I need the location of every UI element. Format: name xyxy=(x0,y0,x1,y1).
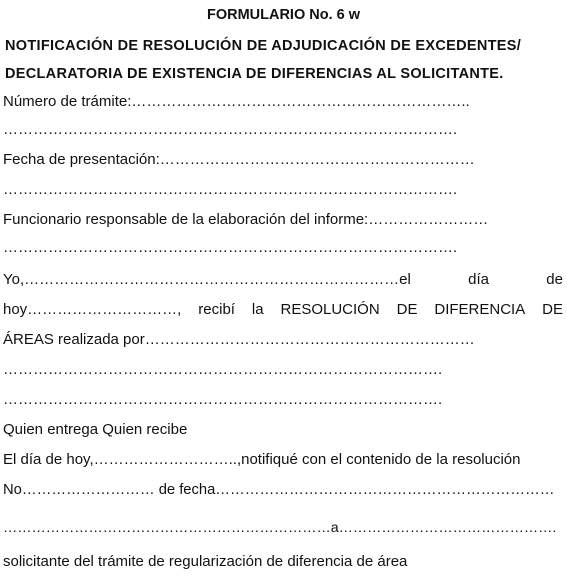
tramite-field[interactable]: Número de trámite:………………………………………………………….. xyxy=(3,93,470,110)
heading-line-1: NOTIFICACIÓN DE RESOLUCIÓN DE ADJUDICACIÓN DE EXCEDENTES/ xyxy=(5,38,522,54)
hoy-diferencia-word: DIFERENCIA xyxy=(434,301,526,318)
hoy-recibi-word: recibí xyxy=(198,301,235,318)
hoy-row xyxy=(3,300,563,320)
yo-field[interactable]: Yo,…………………………………………………………………el xyxy=(3,271,411,288)
areas-continuation-1[interactable]: ……………………………………………………………………………. xyxy=(3,361,443,378)
fecha-continuation[interactable]: ………………………………………………………………………………. xyxy=(3,181,458,198)
yo-de-word: de xyxy=(546,271,563,288)
notifique-field[interactable]: El día de hoy,………………………..,notifiqué con el contenido de la resolución xyxy=(3,451,521,468)
tramite-continuation[interactable]: ………………………………………………………………………………. xyxy=(3,121,458,138)
hoy-la-word: la xyxy=(251,301,264,318)
hoy-resolucion-word: RESOLUCIÓN xyxy=(280,301,380,318)
areas-field[interactable]: ÁREAS realizada por………………………………………………………… xyxy=(3,331,475,348)
form-title: FORMULARIO No. 6 w xyxy=(206,7,361,23)
hoy-de-word: DE xyxy=(396,301,418,318)
funcionario-field[interactable]: Funcionario responsable de la elaboración del informe:…………………… xyxy=(3,211,489,228)
heading-line-2: DECLARATORIA DE EXISTENCIA DE DIFERENCIAS AL SOLICITANTE. xyxy=(5,66,504,82)
funcionario-continuation[interactable]: ………………………………………………………………………………. xyxy=(3,239,458,256)
yo-dia-word: día xyxy=(468,271,489,288)
a-field[interactable]: ……………………………………………………………a………………………………………. xyxy=(3,520,557,536)
yo-row xyxy=(3,270,563,290)
hoy-field[interactable]: hoy…………………………, xyxy=(3,301,182,318)
areas-continuation-2[interactable]: ……………………………………………………………………………. xyxy=(3,391,443,408)
no-fecha-field[interactable]: No……………………… de fecha…………………………………………………………… xyxy=(3,482,555,498)
fecha-presentacion-field[interactable]: Fecha de presentación:……………………………………………………… xyxy=(3,151,475,168)
solicitante-label: solicitante del trámite de regularización de diferencia de área xyxy=(3,553,408,570)
hoy-de2-word: DE xyxy=(542,301,563,318)
entrega-recibe-label: Quien entrega Quien recibe xyxy=(3,421,188,438)
